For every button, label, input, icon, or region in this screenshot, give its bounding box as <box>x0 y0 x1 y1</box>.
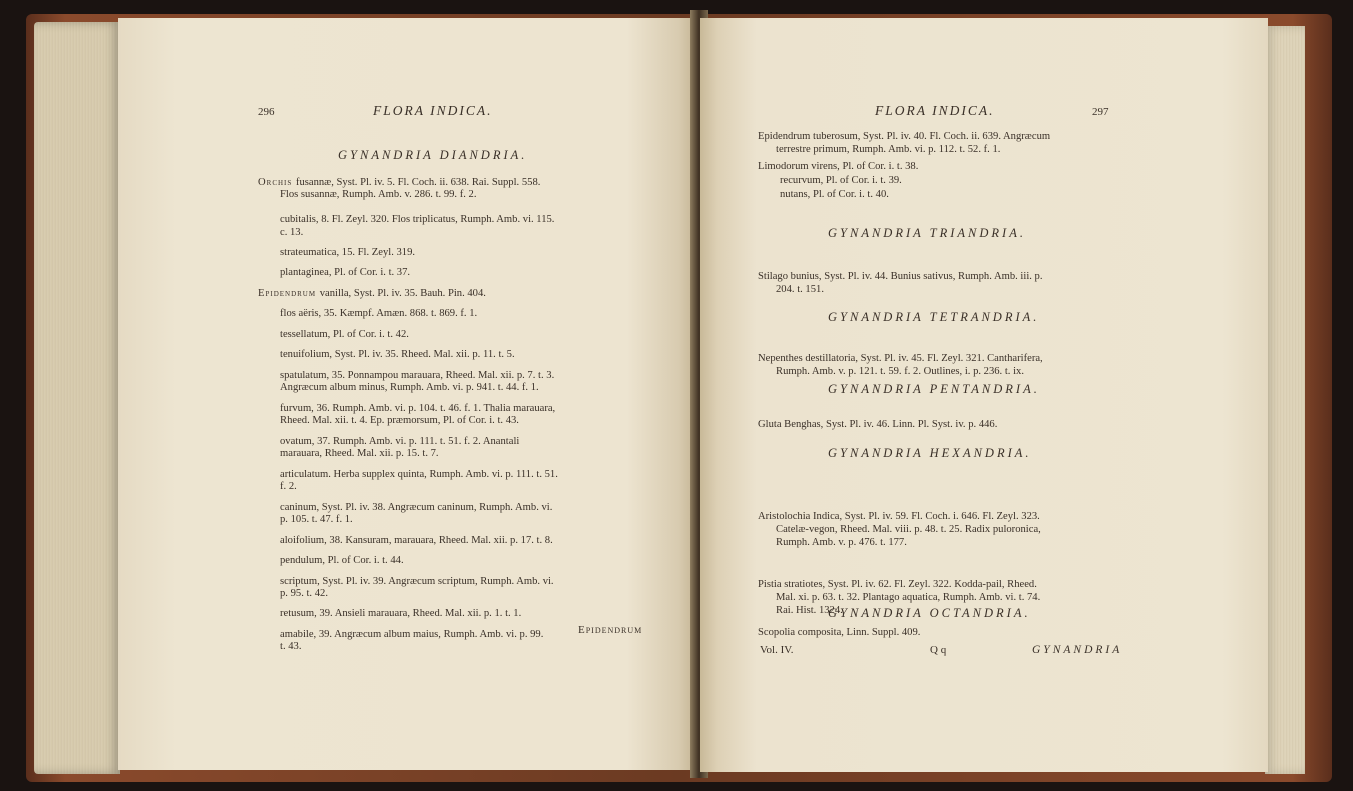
entry-line <box>280 480 297 493</box>
entry-line: Limodorum virens, Pl. of Cor. i. t. 38. <box>758 161 919 172</box>
entry-line: Epidendrum tuberosum, Syst. Pl. iv. 40. Fl. Coch. ii. 639. Angræcum <box>758 131 1051 142</box>
entry-text: vanilla, Syst. Pl. iv. 35. Bauh. Pin. 404. <box>319 288 486 299</box>
entry-line: Rumph. Amb. v. p. 121. t. 59. f. 2. Outlines, i. p. 236. t. ix. <box>776 366 1024 377</box>
entry-text: tessellatum, Pl. of Cor. i. t. 42. <box>280 329 409 340</box>
entry-text: furvum, 36. Rumph. Amb. vi. p. 104. t. 46. f. 1. Thalia marauara, <box>280 403 556 414</box>
entry-text: p. 95. t. 42. <box>280 588 328 599</box>
entry-text: scriptum, Syst. Pl. iv. 39. Angræcum scriptum, Rumph. Amb. vi. <box>280 576 554 587</box>
section-title: GYNANDRIA TETRANDRIA. <box>828 310 1040 324</box>
entry-line <box>280 266 410 279</box>
page-number: 297 <box>1092 106 1109 118</box>
page-edges-left <box>34 22 120 774</box>
entry-line: Nepenthes destillatoria, Syst. Pl. iv. 45. Fl. Zeyl. 321. Cantharifera, <box>758 353 1043 364</box>
entry-text: flos aëris, 35. Kæmpf. Amæn. 868. t. 869. f. 1. <box>280 308 478 319</box>
entry-text: tenuifolium, Syst. Pl. iv. 35. Rheed. Mal. xii. p. 11. t. 5. <box>280 349 515 360</box>
section-title: GYNANDRIA HEXANDRIA. <box>828 446 1032 460</box>
entry-text: plantaginea, Pl. of Cor. i. t. 37. <box>280 267 411 278</box>
entry-text: ovatum, 37. Rumph. Amb. vi. p. 111. t. 51. f. 2. Anantali <box>280 436 520 447</box>
entry-text: f. 2. <box>280 481 297 492</box>
entry-line: Scopolia composita, Linn. Suppl. 409. <box>758 627 921 638</box>
genus-name: Orchis <box>258 177 296 188</box>
entry-text: aloifolium, 38. Kansuram, marauara, Rheed. Mal. xii. p. 17. t. 8. <box>280 535 553 546</box>
entry-line <box>258 287 486 300</box>
entry-line <box>280 447 439 460</box>
section-title: GYNANDRIA PENTANDRIA. <box>828 382 1040 396</box>
section-title: GYNANDRIA OCTANDRIA. <box>828 606 1031 620</box>
entry-line: Rai. Hist. 1324. <box>776 605 843 616</box>
entry-text: Rheed. Mal. xii. t. 4. Ep. præmorsum, Pl. of Cor. i. t. 43. <box>280 415 519 426</box>
entry-line: recurvum, Pl. of Cor. i. t. 39. <box>780 175 902 186</box>
entry-line <box>280 628 543 641</box>
right-page <box>700 18 1268 772</box>
entry-block <box>758 418 997 431</box>
entry-text: marauara, Rheed. Mal. xii. p. 15. t. 7. <box>280 448 439 459</box>
entry-text: retusum, 39. Ansieli marauara, Rheed. Mal. xii. p. 1. t. 1. <box>280 608 522 619</box>
entry-text: cubitalis, 8. Fl. Zeyl. 320. Flos triplicatus, Rumph. Amb. vi. 115. <box>280 214 555 225</box>
entry-line <box>280 307 477 320</box>
entry-line <box>280 607 521 620</box>
entry-line: Mal. xi. p. 63. t. 32. Plantago aquatica, Rumph. Amb. vi. t. 74. <box>776 592 1041 603</box>
entry-text: spatulatum, 35. Ponnampou marauara, Rheed. Mal. xii. p. 7. t. 3. <box>280 370 555 381</box>
entry-text: p. 105. t. 47. f. 1. <box>280 514 353 525</box>
entry-line: Aristolochia Indica, Syst. Pl. iv. 59. Fl. Coch. i. 646. Fl. Zeyl. 323. <box>758 511 1040 522</box>
entry-block <box>780 188 889 201</box>
entry-block <box>758 510 1041 549</box>
entry-line: Gluta Benghas, Syst. Pl. iv. 46. Linn. Pl. Syst. iv. p. 446. <box>758 419 998 430</box>
entry-block <box>780 174 902 187</box>
entry-text: amabile, 39. Angræcum album maius, Rumph. Amb. vi. p. 99. <box>280 629 544 640</box>
entry-text: pendulum, Pl. of Cor. i. t. 44. <box>280 555 404 566</box>
section-title: GYNANDRIA TRIANDRIA. <box>828 226 1026 240</box>
catchword: GYNANDRIA <box>1032 644 1123 656</box>
section-title: GYNANDRIA DIANDRIA. <box>338 148 528 162</box>
entry-line <box>280 328 409 341</box>
left-page <box>118 18 696 770</box>
entry-line <box>280 554 404 567</box>
catchword: Epidendrum <box>578 624 643 636</box>
entry-line <box>280 414 519 427</box>
entry-text: Flos susannæ, Rumph. Amb. v. 286. t. 99. f. 2. <box>280 189 477 200</box>
entry-block <box>758 160 918 173</box>
volume-label: Vol. IV. <box>760 644 794 656</box>
entry-line: Stilago bunius, Syst. Pl. iv. 44. Bunius sativus, Rumph. Amb. iii. p. <box>758 271 1043 282</box>
running-head: FLORA INDICA. <box>875 103 995 118</box>
entry-line <box>280 468 558 481</box>
page-edges-right <box>1265 26 1305 774</box>
entry-line <box>280 381 539 394</box>
entry-line <box>280 213 554 226</box>
entry-text: t. 43. <box>280 641 302 652</box>
entry-line <box>280 226 303 239</box>
entry-block <box>758 626 920 639</box>
entry-text: strateumatica, 15. Fl. Zeyl. 319. <box>280 247 416 258</box>
entry-block <box>758 352 1043 378</box>
entry-line <box>280 246 415 259</box>
entry-text: articulatum. Herba supplex quinta, Rumph. Amb. vi. p. 111. t. 51. <box>280 469 558 480</box>
entry-line: 204. t. 151. <box>776 284 824 295</box>
entry-line <box>280 348 515 361</box>
entry-line: nutans, Pl. of Cor. i. t. 40. <box>780 189 889 200</box>
signature-mark: Q q <box>930 644 947 656</box>
entry-line <box>280 534 553 547</box>
entry-block <box>758 270 1043 296</box>
entry-block <box>758 130 1050 156</box>
running-head: FLORA INDICA. <box>373 103 493 118</box>
entry-text: caninum, Syst. Pl. iv. 38. Angræcum caninum, Rumph. Amb. vi. <box>280 502 553 513</box>
entry-line: Pistia stratiotes, Syst. Pl. iv. 62. Fl. Zeyl. 322. Kodda-pail, Rheed. <box>758 579 1037 590</box>
entry-line <box>280 188 477 201</box>
entry-line <box>280 513 353 526</box>
entry-text: c. 13. <box>280 227 304 238</box>
entry-line: Catelæ-vegon, Rheed. Mal. viii. p. 48. t. 25. Radix puloronica, <box>776 524 1041 535</box>
entry-text: Angræcum album minus, Rumph. Amb. vi. p. 941. t. 44. f. 1. <box>280 382 539 393</box>
entry-line: Rumph. Amb. v. p. 476. t. 177. <box>776 537 907 548</box>
entry-line <box>280 587 328 600</box>
entry-line <box>280 640 301 653</box>
page-number: 296 <box>258 106 275 118</box>
genus-name: Epidendrum <box>258 288 320 299</box>
entry-text: fusannæ, Syst. Pl. iv. 5. Fl. Coch. ii. 638. Rai. Suppl. 558. <box>295 177 541 188</box>
entry-line: terrestre primum, Rumph. Amb. vi. p. 112. t. 52. f. 1. <box>776 144 1001 155</box>
